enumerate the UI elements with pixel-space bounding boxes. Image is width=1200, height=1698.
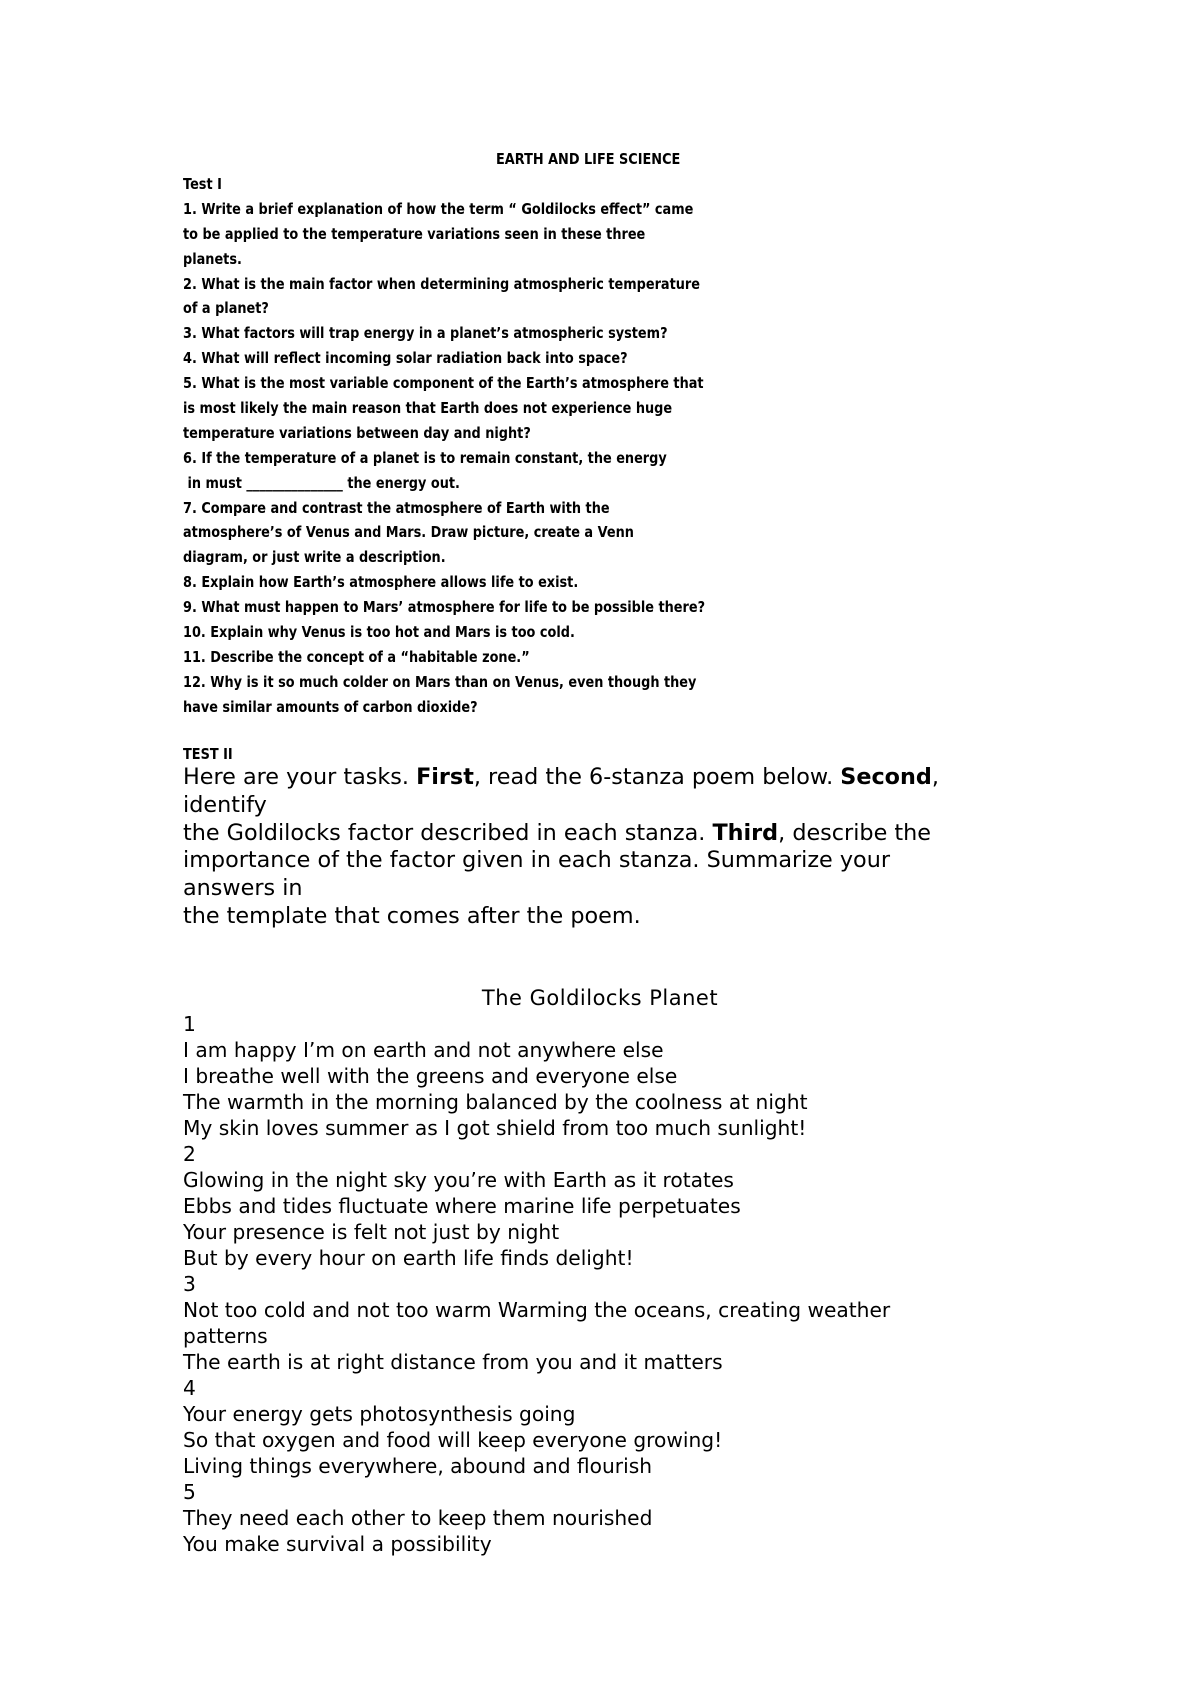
stanza-number: 1 [183,1012,196,1036]
instruction-line: identify [183,791,267,818]
poem-line: patterns [183,1324,268,1348]
test-2-label: TEST II [183,745,233,763]
instruction-text: the Goldilocks factor described in each stanza. [183,819,713,846]
instruction-line: the template that comes after the poem. [183,902,641,929]
poem-line: Not too cold and not too warm Warming the oceans, creating weather [183,1298,891,1322]
test-1-line: diagram, or just write a description. [183,548,446,567]
instruction-keyword-third: Third [712,819,779,846]
test-1-line: 5. What is the most variable component of the Earth’s atmosphere that [183,374,704,393]
poem-line: Glowing in the night sky you’re with Earth as it rotates [183,1168,734,1192]
instruction-keyword-first: First [416,764,474,790]
instruction-line [183,820,1043,848]
test-1-line: 9. What must happen to Mars’ atmosphere for life to be possible there? [183,598,706,617]
test-1-label: Test I [183,175,222,193]
stanza-number: 2 [183,1142,196,1166]
test-1-line: atmosphere’s of Venus and Mars. Draw picture, create a Venn [183,523,634,542]
poem-line: I breathe well with the greens and everyone else [183,1064,678,1088]
poem-line: Living things everywhere, abound and flourish [183,1454,653,1478]
instruction-text: , describe the [778,819,931,846]
test-1-line: to be applied to the temperature variations seen in these three [183,224,646,243]
stanza-number: 3 [183,1272,196,1296]
test-1-line: temperature variations between day and night? [183,423,531,442]
test-1-line: 7. Compare and contrast the atmosphere of Earth with the [183,498,610,517]
test-1-line: is most likely the main reason that Earth does not experience huge [183,399,673,418]
poem-line: But by every hour on earth life finds delight! [183,1246,634,1270]
document-title: EARTH AND LIFE SCIENCE [496,150,681,168]
poem-line: Your energy gets photosynthesis going [183,1402,576,1426]
test-1-line: 4. What will reflect incoming solar radiation back into space? [183,349,628,368]
poem-line: They need each other to keep them nourished [183,1506,653,1530]
test-1-line: 2. What is the main factor when determining atmospheric temperature [183,274,700,293]
poem-line: I am happy I’m on earth and not anywhere else [183,1038,664,1062]
test-1-line: planets. [183,249,242,268]
stanza-number: 5 [183,1480,196,1504]
test-1-line: of a planet? [183,299,269,318]
instruction-line: importance of the factor given in each stanza. Summarize your [183,847,890,874]
instruction-line [183,764,1043,792]
poem-line: My skin loves summer as I got shield from too much sunlight! [183,1116,807,1140]
poem-line: Ebbs and tides fluctuate where marine life perpetuates [183,1194,741,1218]
poem-line: So that oxygen and food will keep everyone growing! [183,1428,723,1452]
test-1-line: in must _______________ the energy out. [183,473,460,492]
test-1-line: 3. What factors will trap energy in a planet’s atmospheric system? [183,324,668,343]
instruction-text: Here are your tasks. [183,764,417,790]
poem-line: Your presence is felt not just by night [183,1220,560,1244]
test-1-line: 6. If the temperature of a planet is to remain constant, the energy [183,448,667,467]
poem-line: You make survival a possibility [183,1532,492,1556]
test-1-section [183,172,705,720]
stanza-number: 4 [183,1376,196,1400]
test-1-line: 12. Why is it so much colder on Mars than on Venus, even though they [183,672,697,691]
poem-title: The Goldilocks Planet [481,986,719,1010]
poem-line: The warmth in the morning balanced by the coolness at night [183,1090,808,1114]
instruction-keyword-second: Second [840,764,932,790]
poem-body [183,1011,890,1557]
poem-line: The earth is at right distance from you and it matters [183,1350,723,1374]
test-1-line: have similar amounts of carbon dioxide? [183,697,478,716]
test-1-line: 1. Write a brief explanation of how the term “ Goldilocks effect” came [183,199,694,218]
instruction-text: , [931,764,939,790]
test-1-line: 8. Explain how Earth’s atmosphere allows life to exist. [183,573,579,592]
test-2-instructions [183,764,1043,931]
test-1-line: 11. Describe the concept of a “habitable zone.” [183,647,530,666]
test-1-line: 10. Explain why Venus is too hot and Mars is too cold. [183,623,575,642]
instruction-line: answers in [183,875,303,902]
instruction-text: , read the 6-stanza poem below. [473,764,841,790]
